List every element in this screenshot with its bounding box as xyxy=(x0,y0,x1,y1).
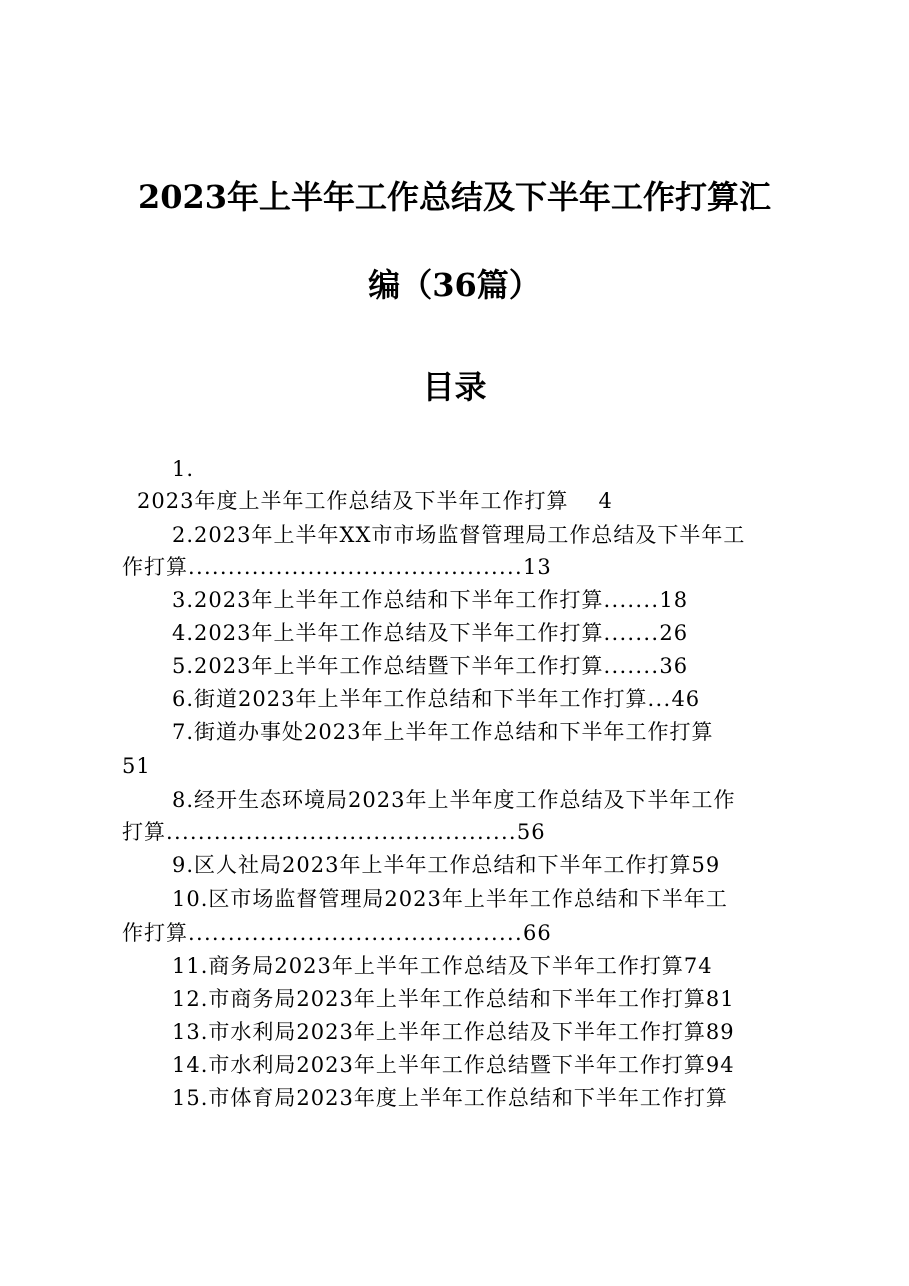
toc-leader-dots: ............................................ xyxy=(166,820,517,844)
toc-entry-page: 81 xyxy=(705,987,735,1011)
toc-entry-number: 8. xyxy=(172,788,195,812)
toc-entry-number: 10. xyxy=(172,887,209,911)
toc-entry-page: 59 xyxy=(691,853,721,877)
toc-entry-title: 街道2023年上半年工作总结和下半年工作打算 xyxy=(194,687,648,711)
toc-entry-page: 46 xyxy=(671,687,701,711)
toc-entry-title: 街道办事处2023年上半年工作总结和下半年工作打算 xyxy=(194,720,714,744)
toc-entry-page: 94 xyxy=(705,1053,735,1077)
toc-entry-7[interactable] xyxy=(172,717,714,747)
toc-entry-title: 商务局2023年上半年工作总结及下半年工作打算 xyxy=(208,954,684,978)
toc-entry-number: 6. xyxy=(172,687,195,711)
toc-entry-2[interactable] xyxy=(172,520,745,550)
toc-entry-number: 4. xyxy=(172,621,195,645)
toc-entry-page: 4 xyxy=(598,489,613,513)
toc-entry-13[interactable] xyxy=(172,1017,735,1047)
toc-entry-number: 11. xyxy=(172,954,209,978)
toc-entry-number: 15. xyxy=(172,1086,209,1110)
toc-entry-title: 市体育局2023年度上半年工作总结和下半年工作打算 xyxy=(208,1086,728,1110)
toc-entry-number: 5. xyxy=(172,654,195,678)
toc-entry-1-number[interactable]: 1. xyxy=(172,457,195,481)
toc-entry-10[interactable] xyxy=(172,884,728,914)
toc-entry-title: 区人社局2023年上半年工作总结和下半年工作打算 xyxy=(194,853,692,877)
toc-entry-8[interactable] xyxy=(172,785,736,815)
toc-entry-page: 18 xyxy=(659,588,689,612)
toc-entry-page: 13 xyxy=(522,555,552,579)
toc-entry-8-continued[interactable] xyxy=(122,817,546,847)
toc-entry-page: 56 xyxy=(516,820,546,844)
toc-entry-number: 13. xyxy=(172,1020,209,1044)
toc-entry-10-continued[interactable] xyxy=(122,918,552,948)
toc-entry-title: 打算 xyxy=(122,820,166,844)
toc-entry-title: 2023年度上半年工作总结及下半年工作打算 xyxy=(137,489,569,513)
toc-entry-title: 2023年上半年工作总结及下半年工作打算 xyxy=(194,621,604,645)
toc-entry-number: 7. xyxy=(172,720,195,744)
toc-entry-page: 74 xyxy=(683,954,713,978)
toc-entry-1[interactable] xyxy=(137,486,613,516)
toc-entry-title: 经开生态环境局2023年上半年度工作总结及下半年工作 xyxy=(194,788,736,812)
toc-entry-number: 12. xyxy=(172,987,209,1011)
toc-entry-12[interactable] xyxy=(172,984,735,1014)
toc-leader-dots: .......................................... xyxy=(188,921,523,945)
toc-entry-page: 89 xyxy=(705,1020,735,1044)
toc-entry-number: 14. xyxy=(172,1053,209,1077)
toc-heading: 目录 xyxy=(422,368,487,406)
toc-entry-4[interactable] xyxy=(172,618,688,648)
toc-entry-number: 3. xyxy=(172,588,195,612)
toc-leader-dots: ....... xyxy=(603,621,660,645)
toc-leader-dots: ....... xyxy=(603,588,660,612)
toc-entry-3[interactable] xyxy=(172,585,688,615)
toc-leader-dots: ... xyxy=(647,687,672,711)
toc-entry-title: 作打算 xyxy=(122,555,188,579)
toc-entry-page: 36 xyxy=(659,654,689,678)
toc-entry-title: 市商务局2023年上半年工作总结和下半年工作打算 xyxy=(208,987,706,1011)
toc-entry-title: 市水利局2023年上半年工作总结暨下半年工作打算 xyxy=(208,1053,706,1077)
toc-entry-5[interactable] xyxy=(172,651,688,681)
toc-leader-dots: .......................................... xyxy=(188,555,523,579)
toc-entry-9[interactable] xyxy=(172,850,720,880)
toc-entry-7-page[interactable]: 51 xyxy=(122,754,151,778)
toc-entry-15[interactable] xyxy=(172,1083,728,1113)
document-title-line1: 2023年上半年工作总结及下半年工作打算汇 xyxy=(137,178,772,216)
toc-entry-title: 区市场监督管理局2023年上半年工作总结和下半年工 xyxy=(208,887,728,911)
toc-entry-page: 26 xyxy=(659,621,689,645)
toc-entry-title: 市水利局2023年上半年工作总结及下半年工作打算 xyxy=(208,1020,706,1044)
toc-entry-2-continued[interactable] xyxy=(122,552,552,582)
toc-entry-title: 2023年上半年工作总结暨下半年工作打算 xyxy=(194,654,604,678)
toc-entry-number: 2. xyxy=(172,523,195,547)
toc-entry-number: 9. xyxy=(172,853,195,877)
toc-entry-title: 2023年上半年工作总结和下半年工作打算 xyxy=(194,588,604,612)
toc-entry-title: 2023年上半年XX市市场监督管理局工作总结及下半年工 xyxy=(194,523,746,547)
toc-entry-6[interactable] xyxy=(172,684,700,714)
toc-entry-14[interactable] xyxy=(172,1050,735,1080)
toc-entry-page: 66 xyxy=(522,921,552,945)
document-title-line2: 编（36篇） xyxy=(368,266,541,304)
toc-entry-title: 作打算 xyxy=(122,921,188,945)
toc-leader-dots: ....... xyxy=(603,654,660,678)
toc-entry-11[interactable] xyxy=(172,951,713,981)
